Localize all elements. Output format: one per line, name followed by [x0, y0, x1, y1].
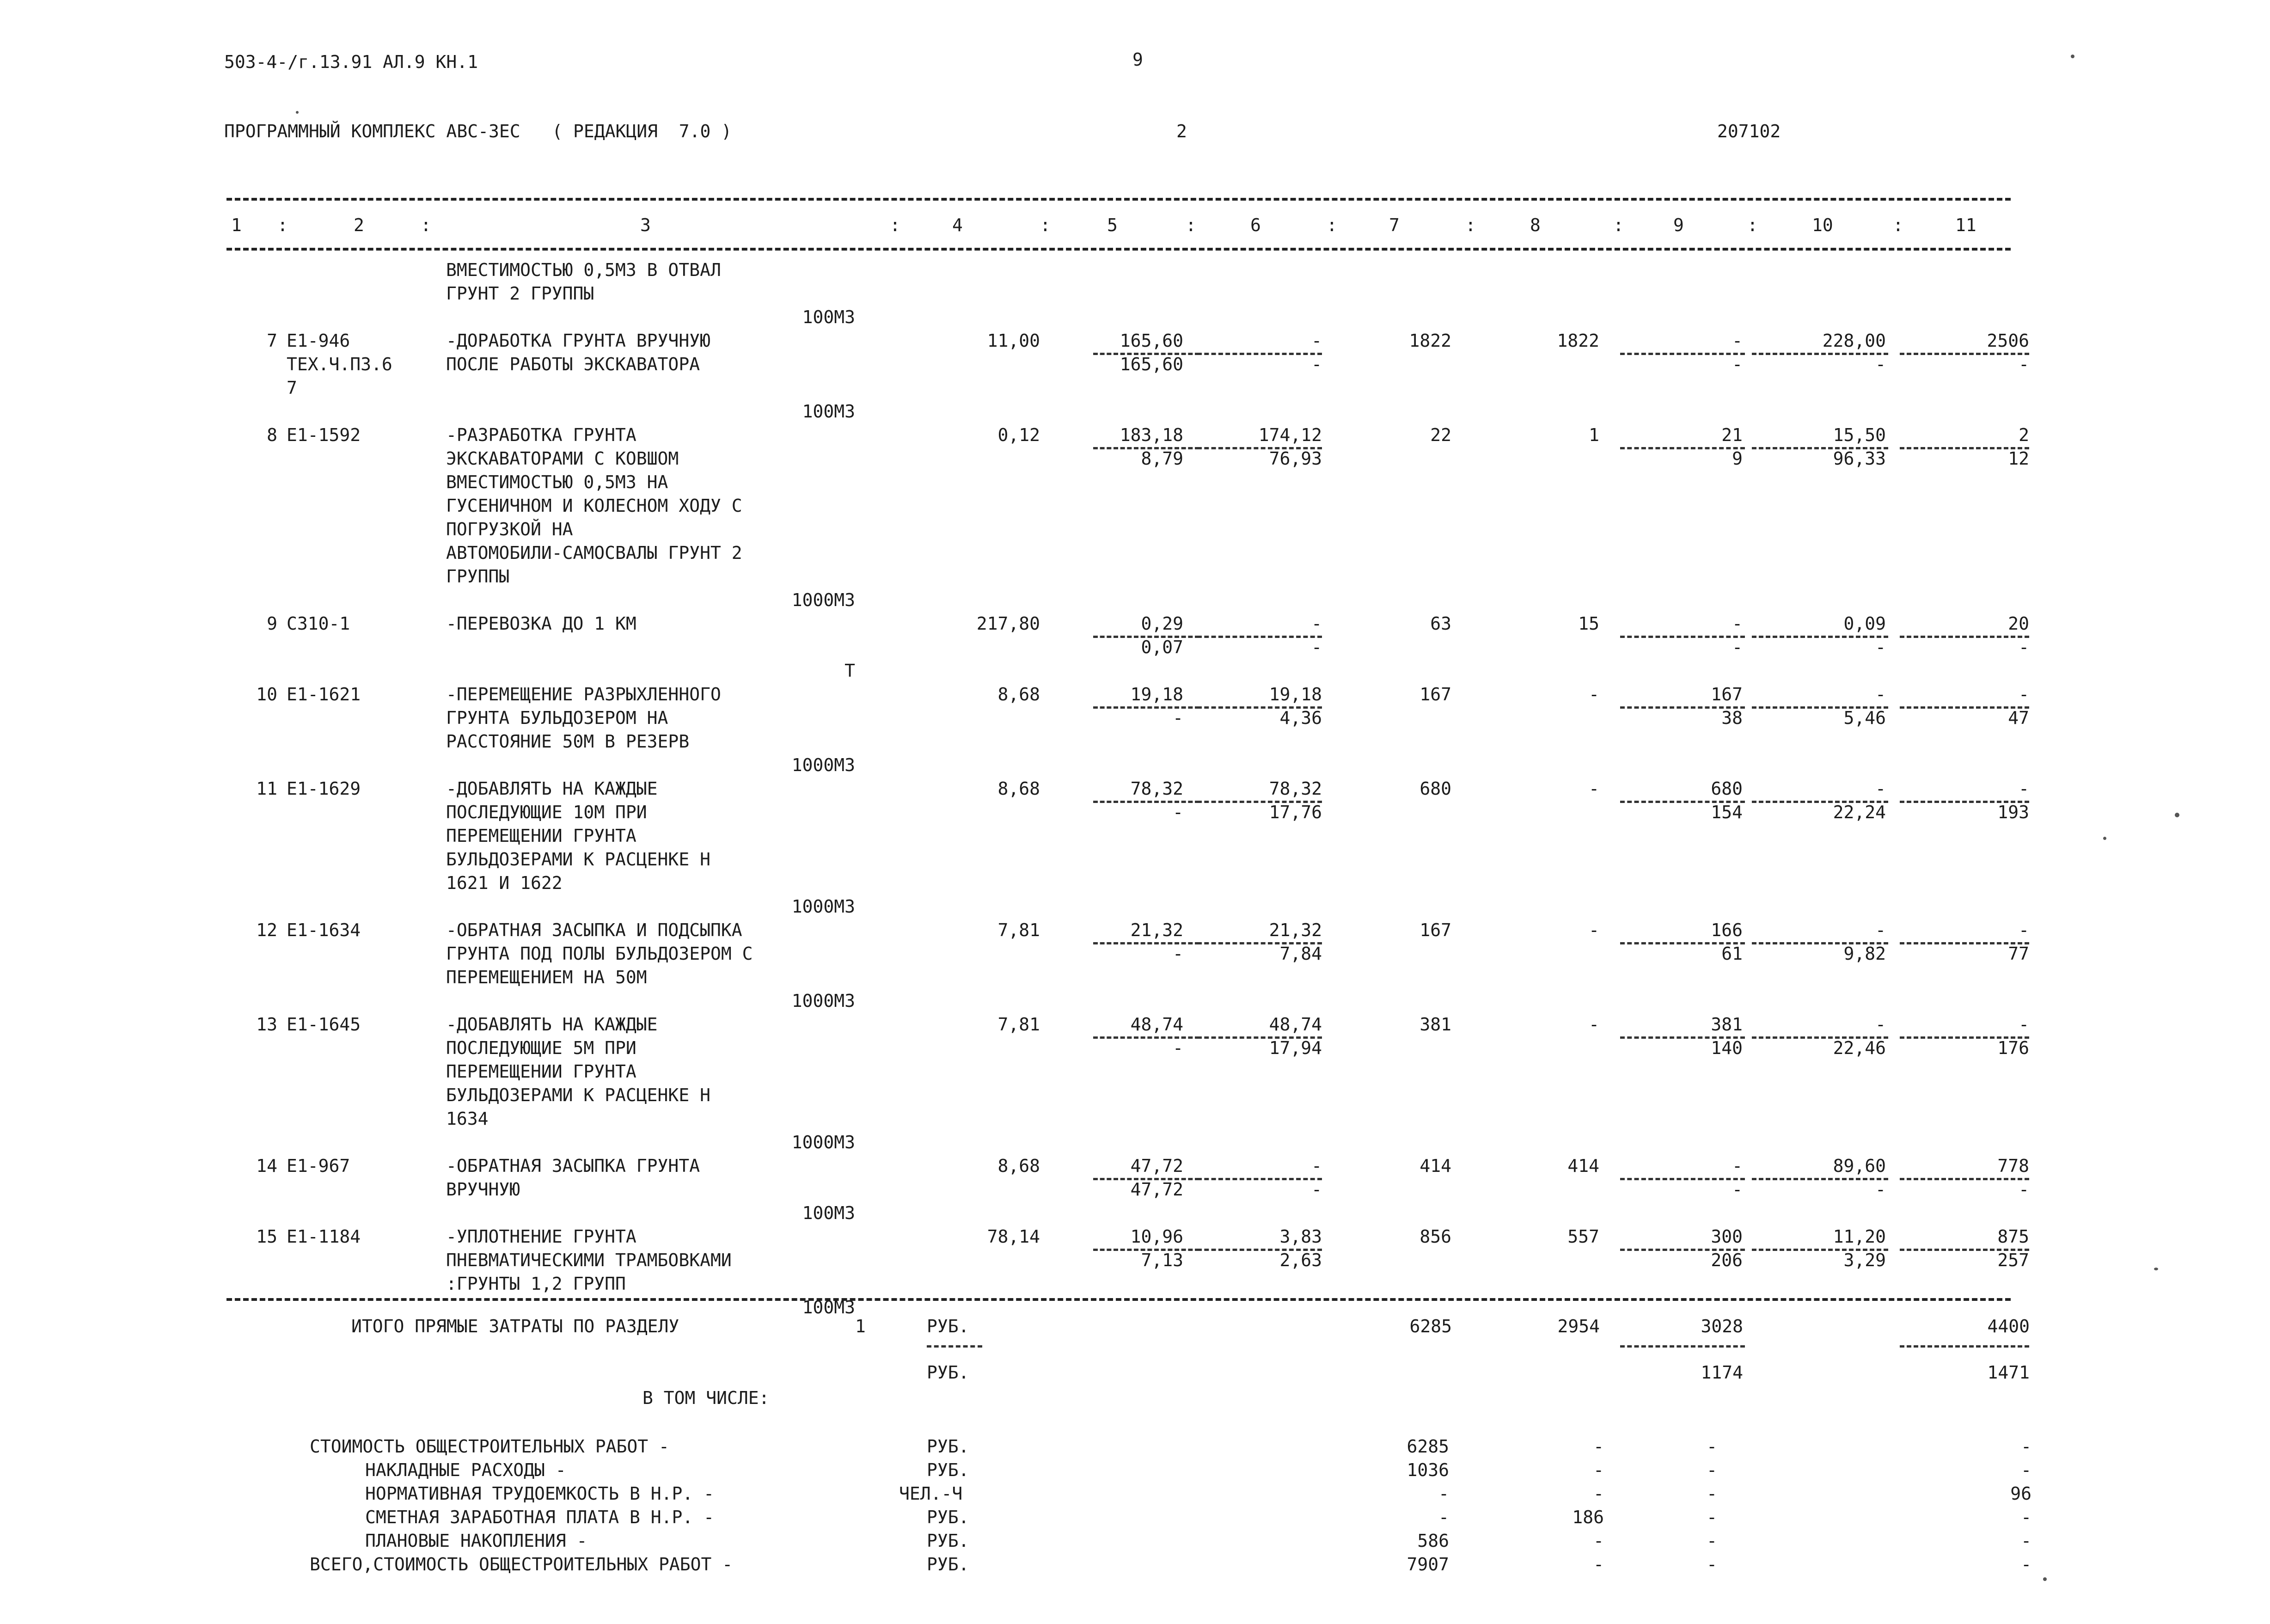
- value-c5-bottom: -: [1173, 1038, 1183, 1058]
- row-number: 10: [256, 684, 277, 705]
- value-c11-top: 875: [1997, 1226, 2029, 1247]
- value-c6-bottom: -: [1311, 637, 1322, 657]
- value-c9-bottom: 9: [1732, 448, 1743, 469]
- page-number: 9: [1132, 49, 1143, 70]
- column-separator: :: [277, 215, 288, 235]
- quantity: 7,81: [997, 920, 1040, 940]
- carryover-desc-line: ГРУНТ 2 ГРУППЫ: [446, 283, 594, 304]
- value-c10-top: -: [1875, 1014, 1886, 1035]
- value-c6-top: 78,32: [1269, 778, 1322, 799]
- work-description-line: 1621 И 1622: [446, 873, 563, 893]
- rate-code: Е1-1629: [287, 778, 361, 799]
- including-label: В ТОМ ЧИСЛЕ:: [642, 1388, 770, 1408]
- work-description-line: БУЛЬДОЗЕРАМИ К РАСЦЕНКЕ Н: [446, 849, 710, 870]
- work-description-line: ГРУППЫ: [446, 566, 510, 587]
- value-c10-rule: [1752, 353, 1888, 355]
- work-description-line: ПНЕВМАТИЧЕСКИМИ ТРАМБОВКАМИ: [446, 1250, 732, 1270]
- unit-of-measure: 1000М3: [791, 755, 855, 775]
- summary-unit: РУБ.: [927, 1507, 969, 1527]
- value-c9-top: -: [1732, 1156, 1743, 1176]
- work-description-line: ПОГРУЗКОЙ НА: [446, 519, 573, 539]
- quantity: 8,68: [997, 1156, 1040, 1176]
- rate-code: Е1-1592: [287, 425, 361, 445]
- value-c5-bottom: -: [1173, 708, 1183, 728]
- value-c5-rule: [1093, 942, 1199, 944]
- value-c11-rule: [1900, 353, 2029, 355]
- value-c11-bottom: 12: [2008, 448, 2029, 469]
- value-c5-bottom: -: [1173, 944, 1183, 964]
- work-description-line: ВМЕСТИМОСТЬЮ 0,5М3 НА: [446, 472, 668, 492]
- column-number: 6: [1250, 215, 1261, 235]
- value-c10-bottom: 3,29: [1843, 1250, 1886, 1270]
- value-c9-rule: [1620, 447, 1745, 449]
- work-description-line: РАССТОЯНИЕ 50М В РЕЗЕРВ: [446, 731, 690, 752]
- value-c5-bottom: 7,13: [1141, 1250, 1183, 1270]
- column-number: 7: [1389, 215, 1400, 235]
- value-c11-rule: [1900, 1178, 2029, 1180]
- summary-col8: -: [1593, 1436, 1604, 1457]
- totals-label: ИТОГО ПРЯМЫЕ ЗАТРАТЫ ПО РАЗДЕЛУ: [351, 1316, 679, 1336]
- work-description-line: ЭКСКАВАТОРАМИ С КОВШОМ: [446, 448, 679, 469]
- value-c5-top: 47,72: [1130, 1156, 1183, 1176]
- column-number: 4: [952, 215, 963, 235]
- work-description-line: -ОБРАТНАЯ ЗАСЫПКА И ПОДСЫПКА: [446, 920, 742, 940]
- wage-cost: 15: [1578, 613, 1599, 634]
- value-c5-top: 21,32: [1130, 920, 1183, 940]
- total-cost: 63: [1430, 613, 1451, 634]
- summary-col7: -: [1438, 1507, 1449, 1527]
- summary-col9: -: [1707, 1531, 1717, 1551]
- row-number: 13: [256, 1014, 277, 1035]
- value-c6-top: -: [1311, 331, 1322, 351]
- value-c9-top: 381: [1711, 1014, 1743, 1035]
- totals-unit-rule: [927, 1345, 982, 1348]
- row-number: 12: [256, 920, 277, 940]
- value-c11-bottom: -: [2019, 354, 2029, 374]
- column-number: 5: [1107, 215, 1118, 235]
- value-c9-top: 167: [1711, 684, 1743, 705]
- summary-col8: -: [1593, 1531, 1604, 1551]
- summary-label: НАКЛАДНЫЕ РАСХОДЫ -: [365, 1460, 566, 1480]
- value-c6-bottom: 17,94: [1269, 1038, 1322, 1058]
- value-c6-top: -: [1311, 613, 1322, 634]
- rate-code-note: ТЕХ.Ч.П3.6: [287, 354, 392, 374]
- scan-speck: [2154, 1268, 2158, 1270]
- value-c9-bottom: 206: [1711, 1250, 1743, 1270]
- summary-col8: -: [1593, 1483, 1604, 1504]
- work-description-line: ГРУНТА ПОД ПОЛЫ БУЛЬДОЗЕРОМ С: [446, 944, 753, 964]
- value-c5-bottom: 165,60: [1120, 354, 1183, 374]
- value-c10-top: 228,00: [1822, 331, 1886, 351]
- row-number: 15: [256, 1226, 277, 1247]
- total-cost: 22: [1430, 425, 1451, 445]
- totals-col8: 2954: [1557, 1316, 1600, 1336]
- wage-cost: 414: [1567, 1156, 1599, 1176]
- quantity: 78,14: [987, 1226, 1040, 1247]
- value-c6-rule: [1197, 636, 1322, 638]
- value-c6-rule: [1197, 1178, 1322, 1180]
- totals-col7: 6285: [1409, 1316, 1452, 1336]
- column-separator: :: [1186, 215, 1196, 235]
- value-c10-bottom: 22,24: [1833, 802, 1886, 822]
- value-c5-top: 78,32: [1130, 778, 1183, 799]
- summary-unit: ЧЕЛ.-Ч: [899, 1483, 963, 1504]
- work-description-line: ПОСЛЕ РАБОТЫ ЭКСКАВАТОРА: [446, 354, 700, 374]
- value-c11-top: -: [2019, 1014, 2029, 1035]
- value-c11-top: 778: [1997, 1156, 2029, 1176]
- value-c9-rule: [1620, 636, 1745, 638]
- summary-col11: -: [2021, 1507, 2031, 1527]
- total-cost: 1822: [1409, 331, 1451, 351]
- totals-col11-bottom: 1471: [1987, 1362, 2030, 1383]
- value-c11-top: -: [2019, 684, 2029, 705]
- document-number: 207102: [1717, 121, 1781, 141]
- value-c5-rule: [1093, 1036, 1199, 1039]
- value-c9-bottom: 154: [1711, 802, 1743, 822]
- value-c9-top: -: [1732, 331, 1743, 351]
- value-c5-bottom: -: [1173, 802, 1183, 822]
- rate-code: Е1-1634: [287, 920, 361, 940]
- summary-col7: 1036: [1407, 1460, 1449, 1480]
- row-number: 7: [267, 331, 277, 351]
- value-c9-bottom: 61: [1721, 944, 1743, 964]
- wage-cost: -: [1589, 778, 1599, 799]
- unit-of-measure: 1000М3: [791, 1132, 855, 1152]
- value-c9-bottom: 140: [1711, 1038, 1743, 1058]
- summary-col7: 7907: [1407, 1554, 1449, 1575]
- value-c11-top: -: [2019, 778, 2029, 799]
- value-c6-bottom: -: [1311, 354, 1322, 374]
- value-c10-rule: [1752, 636, 1888, 638]
- column-number: 2: [354, 215, 364, 235]
- summary-col9: -: [1707, 1436, 1717, 1457]
- totals-section: 1: [855, 1316, 866, 1336]
- value-c10-top: 89,60: [1833, 1156, 1886, 1176]
- value-c10-bottom: 96,33: [1833, 448, 1886, 469]
- summary-label: НОРМАТИВНАЯ ТРУДОЕМКОСТЬ В Н.Р. -: [365, 1483, 714, 1504]
- scan-speck: [2175, 813, 2179, 817]
- wage-cost: 1: [1589, 425, 1599, 445]
- rate-code: Е1-1621: [287, 684, 361, 705]
- unit-of-measure: 1000М3: [791, 991, 855, 1011]
- value-c10-bottom: 9,82: [1843, 944, 1886, 964]
- wage-cost: -: [1589, 920, 1599, 940]
- summary-label: ВСЕГО,СТОИМОСТЬ ОБЩЕСТРОИТЕЛЬНЫХ РАБОТ -: [310, 1554, 733, 1575]
- value-c9-bottom: 38: [1721, 708, 1743, 728]
- column-number: 9: [1673, 215, 1684, 235]
- totals-col9-rule: [1620, 1345, 1745, 1348]
- value-c9-rule: [1620, 353, 1745, 355]
- unit-of-measure: 1000М3: [791, 896, 855, 917]
- value-c9-bottom: -: [1732, 637, 1743, 657]
- value-c9-top: 21: [1721, 425, 1743, 445]
- summary-col11: -: [2021, 1531, 2031, 1551]
- column-separator: :: [1747, 215, 1758, 235]
- summary-unit: РУБ.: [927, 1554, 969, 1575]
- unit-of-measure: 100М3: [802, 401, 855, 422]
- summary-label: СМЕТНАЯ ЗАРАБОТНАЯ ПЛАТА В Н.Р. -: [365, 1507, 714, 1527]
- document-code: 503-4-/г.13.91 АЛ.9 КН.1: [224, 52, 478, 72]
- value-c5-rule: [1093, 801, 1199, 803]
- rate-code-note: 7: [287, 378, 297, 398]
- wage-cost: 1822: [1557, 331, 1599, 351]
- work-description-line: ПОСЛЕДУЮЩИЕ 5М ПРИ: [446, 1038, 636, 1058]
- column-number: 8: [1530, 215, 1541, 235]
- work-description-line: ПЕРЕМЕЩЕНИЕМ НА 50М: [446, 967, 647, 987]
- scan-speck: [2071, 55, 2074, 58]
- value-c11-bottom: 193: [1997, 802, 2029, 822]
- value-c10-bottom: -: [1875, 1179, 1886, 1200]
- value-c11-bottom: 257: [1997, 1250, 2029, 1270]
- totals-col11-top: 4400: [1987, 1316, 2030, 1336]
- value-c5-top: 19,18: [1130, 684, 1183, 705]
- unit-of-measure: 100М3: [802, 1203, 855, 1223]
- wage-cost: -: [1589, 1014, 1599, 1035]
- column-number: 3: [640, 215, 651, 235]
- work-description-line: -ДОБАВЛЯТЬ НА КАЖДЫЕ: [446, 778, 658, 799]
- value-c6-top: 3,83: [1279, 1226, 1322, 1247]
- work-description-line: ПЕРЕМЕЩЕНИИ ГРУНТА: [446, 826, 636, 846]
- summary-col7: 586: [1417, 1531, 1449, 1551]
- summary-col11: -: [2021, 1460, 2031, 1480]
- value-c9-top: -: [1732, 613, 1743, 634]
- header-bottom-rule: [226, 248, 2011, 251]
- summary-col8: -: [1593, 1554, 1604, 1575]
- value-c10-top: 11,20: [1833, 1226, 1886, 1247]
- total-cost: 167: [1420, 920, 1451, 940]
- scan-speck: [2103, 837, 2106, 840]
- program-title: ПРОГРАММНЫЙ КОМПЛЕКС АВС-3ЕС ( РЕДАКЦИЯ 7.0 ): [224, 121, 732, 141]
- carryover-desc-line: ВМЕСТИМОСТЬЮ 0,5М3 В ОТВАЛ: [446, 260, 721, 280]
- work-description-line: ГРУНТА БУЛЬДОЗЕРОМ НА: [446, 708, 668, 728]
- totals-col11-rule: [1900, 1345, 2029, 1348]
- row-number: 9: [267, 613, 277, 634]
- work-description-line: -ДОРАБОТКА ГРУНТА ВРУЧНУЮ: [446, 331, 710, 351]
- value-c5-top: 0,29: [1141, 613, 1183, 634]
- value-c11-bottom: 176: [1997, 1038, 2029, 1058]
- summary-col7: -: [1438, 1483, 1449, 1504]
- quantity: 7,81: [997, 1014, 1040, 1035]
- quantity: 0,12: [997, 425, 1040, 445]
- value-c10-top: -: [1875, 684, 1886, 705]
- value-c5-top: 10,96: [1130, 1226, 1183, 1247]
- work-description-line: 1634: [446, 1109, 489, 1129]
- summary-col7: 6285: [1407, 1436, 1449, 1457]
- unit-of-measure: Т: [844, 661, 855, 681]
- value-c9-top: 300: [1711, 1226, 1743, 1247]
- column-separator: :: [1465, 215, 1476, 235]
- summary-col11: 96: [2010, 1483, 2031, 1504]
- value-c11-top: 2506: [1987, 331, 2029, 351]
- rate-code: С310-1: [287, 613, 350, 634]
- column-separator: :: [421, 215, 431, 235]
- summary-unit: РУБ.: [927, 1436, 969, 1457]
- value-c5-top: 183,18: [1120, 425, 1183, 445]
- rate-code: Е1-946: [287, 331, 350, 351]
- summary-col11: -: [2021, 1436, 2031, 1457]
- summary-unit: РУБ.: [927, 1460, 969, 1480]
- value-c11-bottom: 77: [2008, 944, 2029, 964]
- value-c10-bottom: -: [1875, 354, 1886, 374]
- totals-unit: РУБ.: [927, 1316, 969, 1336]
- unit-of-measure: 1000М3: [791, 590, 855, 610]
- column-number: 1: [231, 215, 242, 235]
- value-c5-bottom: 0,07: [1141, 637, 1183, 657]
- work-description-line: -ОБРАТНАЯ ЗАСЫПКА ГРУНТА: [446, 1156, 700, 1176]
- column-separator: :: [1040, 215, 1051, 235]
- value-c11-top: 2: [2019, 425, 2029, 445]
- value-c5-top: 48,74: [1130, 1014, 1183, 1035]
- value-c9-top: 680: [1711, 778, 1743, 799]
- value-c6-top: 174,12: [1258, 425, 1322, 445]
- scan-speck: [2043, 1577, 2047, 1581]
- value-c10-top: 15,50: [1833, 425, 1886, 445]
- rate-code: Е1-1184: [287, 1226, 361, 1247]
- value-c11-top: 20: [2008, 613, 2029, 634]
- rate-code: Е1-967: [287, 1156, 350, 1176]
- total-cost: 381: [1420, 1014, 1451, 1035]
- value-c5-bottom: 47,72: [1130, 1179, 1183, 1200]
- value-c6-bottom: 76,93: [1269, 448, 1322, 469]
- column-number: 11: [1955, 215, 1976, 235]
- value-c6-top: 48,74: [1269, 1014, 1322, 1035]
- value-c6-top: 19,18: [1269, 684, 1322, 705]
- work-description-line: -РАЗРАБОТКА ГРУНТА: [446, 425, 636, 445]
- work-description-line: АВТОМОБИЛИ-САМОСВАЛЫ ГРУНТ 2: [446, 543, 742, 563]
- quantity: 11,00: [987, 331, 1040, 351]
- summary-label: ПЛАНОВЫЕ НАКОПЛЕНИЯ -: [365, 1531, 587, 1551]
- total-cost: 856: [1420, 1226, 1451, 1247]
- unit-of-measure: 100М3: [802, 1297, 855, 1318]
- rate-code: Е1-1645: [287, 1014, 361, 1035]
- work-description-line: :ГРУНТЫ 1,2 ГРУПП: [446, 1274, 626, 1294]
- value-c6-top: -: [1311, 1156, 1322, 1176]
- value-c10-top: -: [1875, 778, 1886, 799]
- summary-col9: -: [1707, 1460, 1717, 1480]
- column-number: 10: [1812, 215, 1833, 235]
- totals-rule: [226, 1298, 2011, 1301]
- work-description-line: -ДОБАВЛЯТЬ НА КАЖДЫЕ: [446, 1014, 658, 1035]
- value-c5-rule: [1093, 706, 1199, 709]
- scan-speck: [296, 111, 299, 114]
- value-c5-bottom: 8,79: [1141, 448, 1183, 469]
- header-top-rule: [226, 198, 2011, 201]
- value-c6-bottom: 17,76: [1269, 802, 1322, 822]
- work-description-line: -УПЛОТНЕНИЕ ГРУНТА: [446, 1226, 636, 1247]
- column-separator: :: [890, 215, 900, 235]
- value-c10-bottom: 22,46: [1833, 1038, 1886, 1058]
- value-c11-top: -: [2019, 920, 2029, 940]
- column-separator: :: [1613, 215, 1624, 235]
- row-number: 8: [267, 425, 277, 445]
- quantity: 8,68: [997, 684, 1040, 705]
- row-number: 14: [256, 1156, 277, 1176]
- summary-col9: -: [1707, 1554, 1717, 1575]
- value-c10-rule: [1752, 1178, 1888, 1180]
- summary-unit: РУБ.: [927, 1531, 969, 1551]
- totals-col9-top: 3028: [1701, 1316, 1743, 1336]
- value-c6-bottom: 2,63: [1279, 1250, 1322, 1270]
- summary-label: СТОИМОСТЬ ОБЩЕСТРОИТЕЛЬНЫХ РАБОТ -: [310, 1436, 669, 1457]
- totals-unit-2: РУБ.: [927, 1362, 969, 1383]
- value-c10-top: 0,09: [1843, 613, 1886, 634]
- total-cost: 414: [1420, 1156, 1451, 1176]
- summary-col9: -: [1707, 1507, 1717, 1527]
- work-description-line: БУЛЬДОЗЕРАМИ К РАСЦЕНКЕ Н: [446, 1085, 710, 1105]
- value-c6-bottom: 7,84: [1279, 944, 1322, 964]
- work-description-line: ВРУЧНУЮ: [446, 1179, 520, 1200]
- value-c9-top: 166: [1711, 920, 1743, 940]
- carryover-unit: 100М3: [802, 307, 855, 327]
- value-c9-bottom: -: [1732, 1179, 1743, 1200]
- total-cost: 680: [1420, 778, 1451, 799]
- value-c9-bottom: -: [1732, 354, 1743, 374]
- quantity: 8,68: [997, 778, 1040, 799]
- value-c9-rule: [1620, 1178, 1745, 1180]
- column-separator: :: [1327, 215, 1337, 235]
- summary-col8: 186: [1572, 1507, 1604, 1527]
- value-c5-top: 165,60: [1120, 331, 1183, 351]
- value-c10-top: -: [1875, 920, 1886, 940]
- sheet-number: 2: [1176, 121, 1187, 141]
- wage-cost: 557: [1567, 1226, 1599, 1247]
- value-c11-bottom: 47: [2008, 708, 2029, 728]
- value-c11-bottom: -: [2019, 637, 2029, 657]
- row-number: 11: [256, 778, 277, 799]
- value-c10-bottom: -: [1875, 637, 1886, 657]
- totals-col9-bottom: 1174: [1701, 1362, 1743, 1383]
- value-c10-bottom: 5,46: [1843, 708, 1886, 728]
- total-cost: 167: [1420, 684, 1451, 705]
- value-c6-top: 21,32: [1269, 920, 1322, 940]
- work-description-line: ПЕРЕМЕЩЕНИИ ГРУНТА: [446, 1061, 636, 1082]
- work-description-line: ПОСЛЕДУЮЩИЕ 10М ПРИ: [446, 802, 647, 822]
- value-c6-bottom: 4,36: [1279, 708, 1322, 728]
- work-description-line: -ПЕРЕМЕЩЕНИЕ РАЗРЫХЛЕННОГО: [446, 684, 721, 705]
- column-separator: :: [1893, 215, 1903, 235]
- work-description-line: ГУСЕНИЧНОМ И КОЛЕСНОМ ХОДУ С: [446, 496, 742, 516]
- value-c11-rule: [1900, 636, 2029, 638]
- quantity: 217,80: [976, 613, 1040, 634]
- summary-col8: -: [1593, 1460, 1604, 1480]
- work-description-line: -ПЕРЕВОЗКА ДО 1 КМ: [446, 613, 636, 634]
- summary-col11: -: [2021, 1554, 2031, 1575]
- value-c6-bottom: -: [1311, 1179, 1322, 1200]
- value-c6-rule: [1197, 353, 1322, 355]
- wage-cost: -: [1589, 684, 1599, 705]
- value-c11-bottom: -: [2019, 1179, 2029, 1200]
- summary-col9: -: [1707, 1483, 1717, 1504]
